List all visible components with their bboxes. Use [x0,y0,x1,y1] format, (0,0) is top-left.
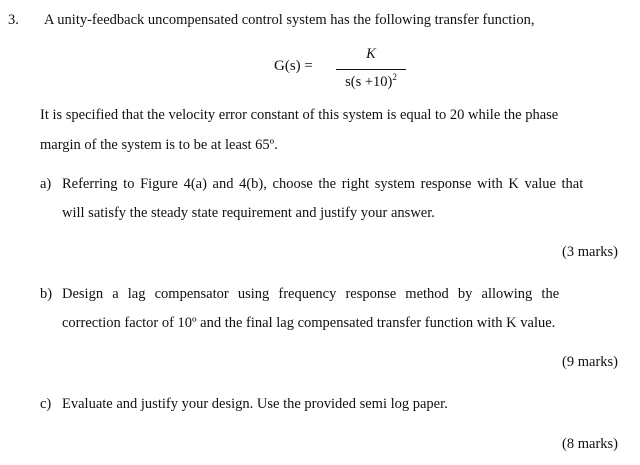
spec-line-2: margin of the system is to be at least 65º. [40,137,278,153]
part-a-marks: (3 marks) [562,244,618,260]
part-c-label: c) [40,396,52,412]
transfer-function-equation [0,44,640,98]
fraction-bar [336,69,406,70]
denominator-base: s(s +10) [345,73,393,90]
equation-denominator [336,72,406,91]
part-b-line-1: Design a lag compensator using frequency response method by allowing the [62,286,560,302]
part-b-line-2: correction factor of 10º and the final lag compensated transfer function with K value. [62,315,556,331]
equation-lhs: G(s) = [274,58,313,74]
denominator-exponent: 2 [392,72,397,82]
part-c-line-1: Evaluate and justify your design. Use the provided semi log paper. [62,396,448,412]
part-a-line-1: Referring to Figure 4(a) and 4(b), choose the right system response with K value that [62,176,584,192]
question-intro: A unity-feedback uncompensated control system has the following transfer function, [44,12,535,28]
spec-line-1: It is specified that the velocity error constant of this system is equal to 20 while the phase [40,107,559,123]
question-number: 3. [8,12,19,28]
part-a-line-2: will satisfy the steady state requirement and justify your answer. [62,205,435,221]
equation-numerator: K [366,46,376,62]
part-a-label: a) [40,176,52,192]
part-c-marks: (8 marks) [562,436,618,452]
part-b-label: b) [40,286,53,302]
part-b-marks: (9 marks) [562,354,618,370]
